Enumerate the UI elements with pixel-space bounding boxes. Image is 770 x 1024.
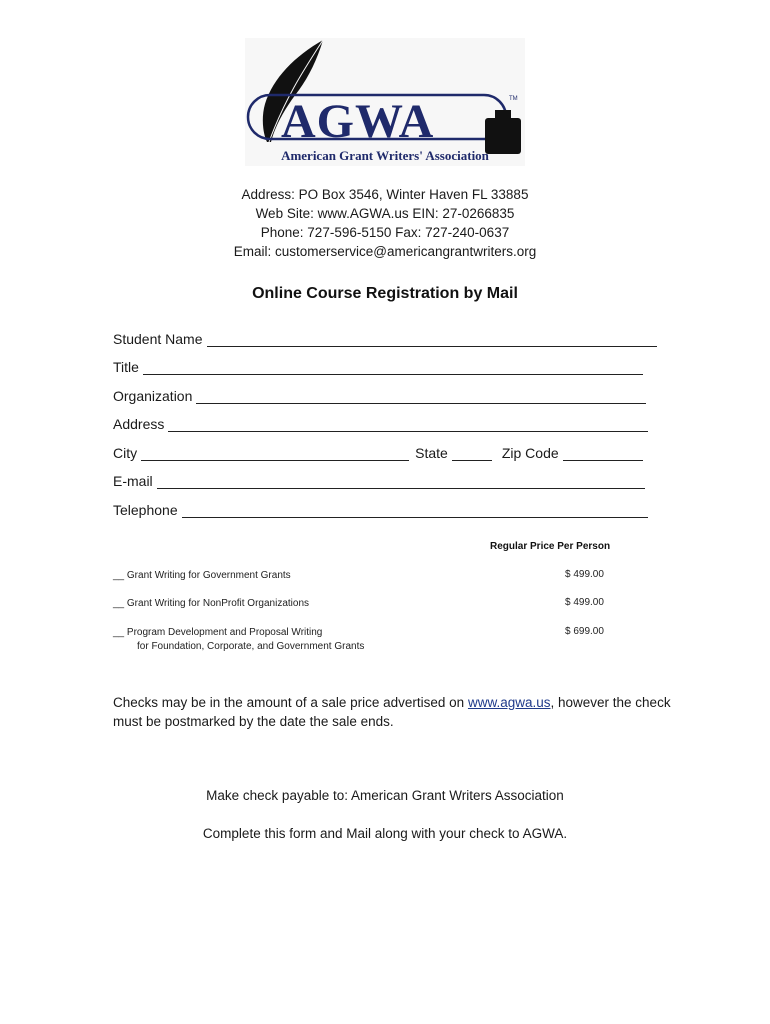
organization-label: Organization bbox=[113, 388, 193, 404]
contact-block bbox=[0, 185, 770, 261]
course-item[interactable] bbox=[113, 626, 364, 654]
email-field[interactable] bbox=[113, 469, 645, 489]
agwa-website-link[interactable]: www.agwa.us bbox=[467, 695, 551, 710]
contact-address: Address: PO Box 3546, Winter Haven FL 33885 bbox=[241, 187, 529, 202]
telephone-line[interactable] bbox=[182, 503, 648, 518]
student-name-field[interactable] bbox=[113, 327, 657, 347]
logo-tagline: American Grant Writers' Association bbox=[281, 148, 489, 163]
agwa-logo bbox=[245, 38, 525, 166]
address-field[interactable] bbox=[113, 412, 648, 432]
student-name-label: Student Name bbox=[113, 331, 203, 347]
payable-instructions: Make check payable to: American Grant Writers Association bbox=[206, 788, 564, 803]
course-price: $ 499.00 bbox=[565, 569, 604, 580]
state-line[interactable] bbox=[452, 446, 492, 461]
course-name: __ Grant Writing for Government Grants bbox=[113, 570, 291, 581]
course-price: $ 699.00 bbox=[565, 626, 604, 637]
course-price: $ 499.00 bbox=[565, 597, 604, 608]
student-name-line[interactable] bbox=[207, 332, 657, 347]
title-field[interactable] bbox=[113, 355, 643, 375]
contact-website: Web Site: www.AGWA.us EIN: 27-0266835 bbox=[255, 206, 515, 221]
state-label: State bbox=[415, 445, 448, 461]
address-label: Address bbox=[113, 416, 165, 432]
organization-line[interactable] bbox=[196, 389, 646, 404]
email-line[interactable] bbox=[157, 474, 645, 489]
check-note bbox=[113, 693, 673, 731]
trademark-mark: TM bbox=[509, 96, 518, 102]
address-line[interactable] bbox=[168, 417, 648, 432]
city-line[interactable] bbox=[141, 446, 409, 461]
telephone-label: Telephone bbox=[113, 502, 178, 518]
course-subline: for Foundation, Corporate, and Government Grants bbox=[137, 641, 365, 652]
email-label: E-mail bbox=[113, 473, 153, 489]
organization-field[interactable] bbox=[113, 384, 646, 404]
course-item[interactable] bbox=[113, 597, 309, 611]
price-header: Regular Price Per Person bbox=[490, 541, 611, 552]
course-name: __ Grant Writing for NonProfit Organizations bbox=[113, 598, 310, 609]
city-state-zip-row bbox=[113, 441, 643, 461]
zip-label: Zip Code bbox=[501, 445, 559, 461]
telephone-field[interactable] bbox=[113, 498, 648, 518]
form-title: Online Course Registration by Mail bbox=[252, 285, 518, 302]
course-item[interactable] bbox=[113, 569, 291, 583]
title-label: Title bbox=[113, 359, 139, 375]
contact-phone: Phone: 727-596-5150 Fax: 727-240-0637 bbox=[260, 225, 510, 240]
check-note-text: Checks may be in the amount of a sale price advertised on bbox=[113, 695, 468, 710]
check-note-text-end: , however the check must be postmarked by the date the sale ends. bbox=[113, 695, 671, 729]
ink-bottle-icon bbox=[485, 118, 521, 154]
mail-instructions: Complete this form and Mail along with your check to AGWA. bbox=[202, 826, 568, 841]
course-name: __ Program Development and Proposal Writing bbox=[113, 627, 323, 638]
contact-email: Email: customerservice@americangrantwriters.org bbox=[233, 244, 537, 259]
city-label: City bbox=[113, 445, 138, 461]
title-line[interactable] bbox=[143, 360, 643, 375]
zip-line[interactable] bbox=[563, 446, 643, 461]
logo-letters: AGWA bbox=[281, 95, 435, 148]
